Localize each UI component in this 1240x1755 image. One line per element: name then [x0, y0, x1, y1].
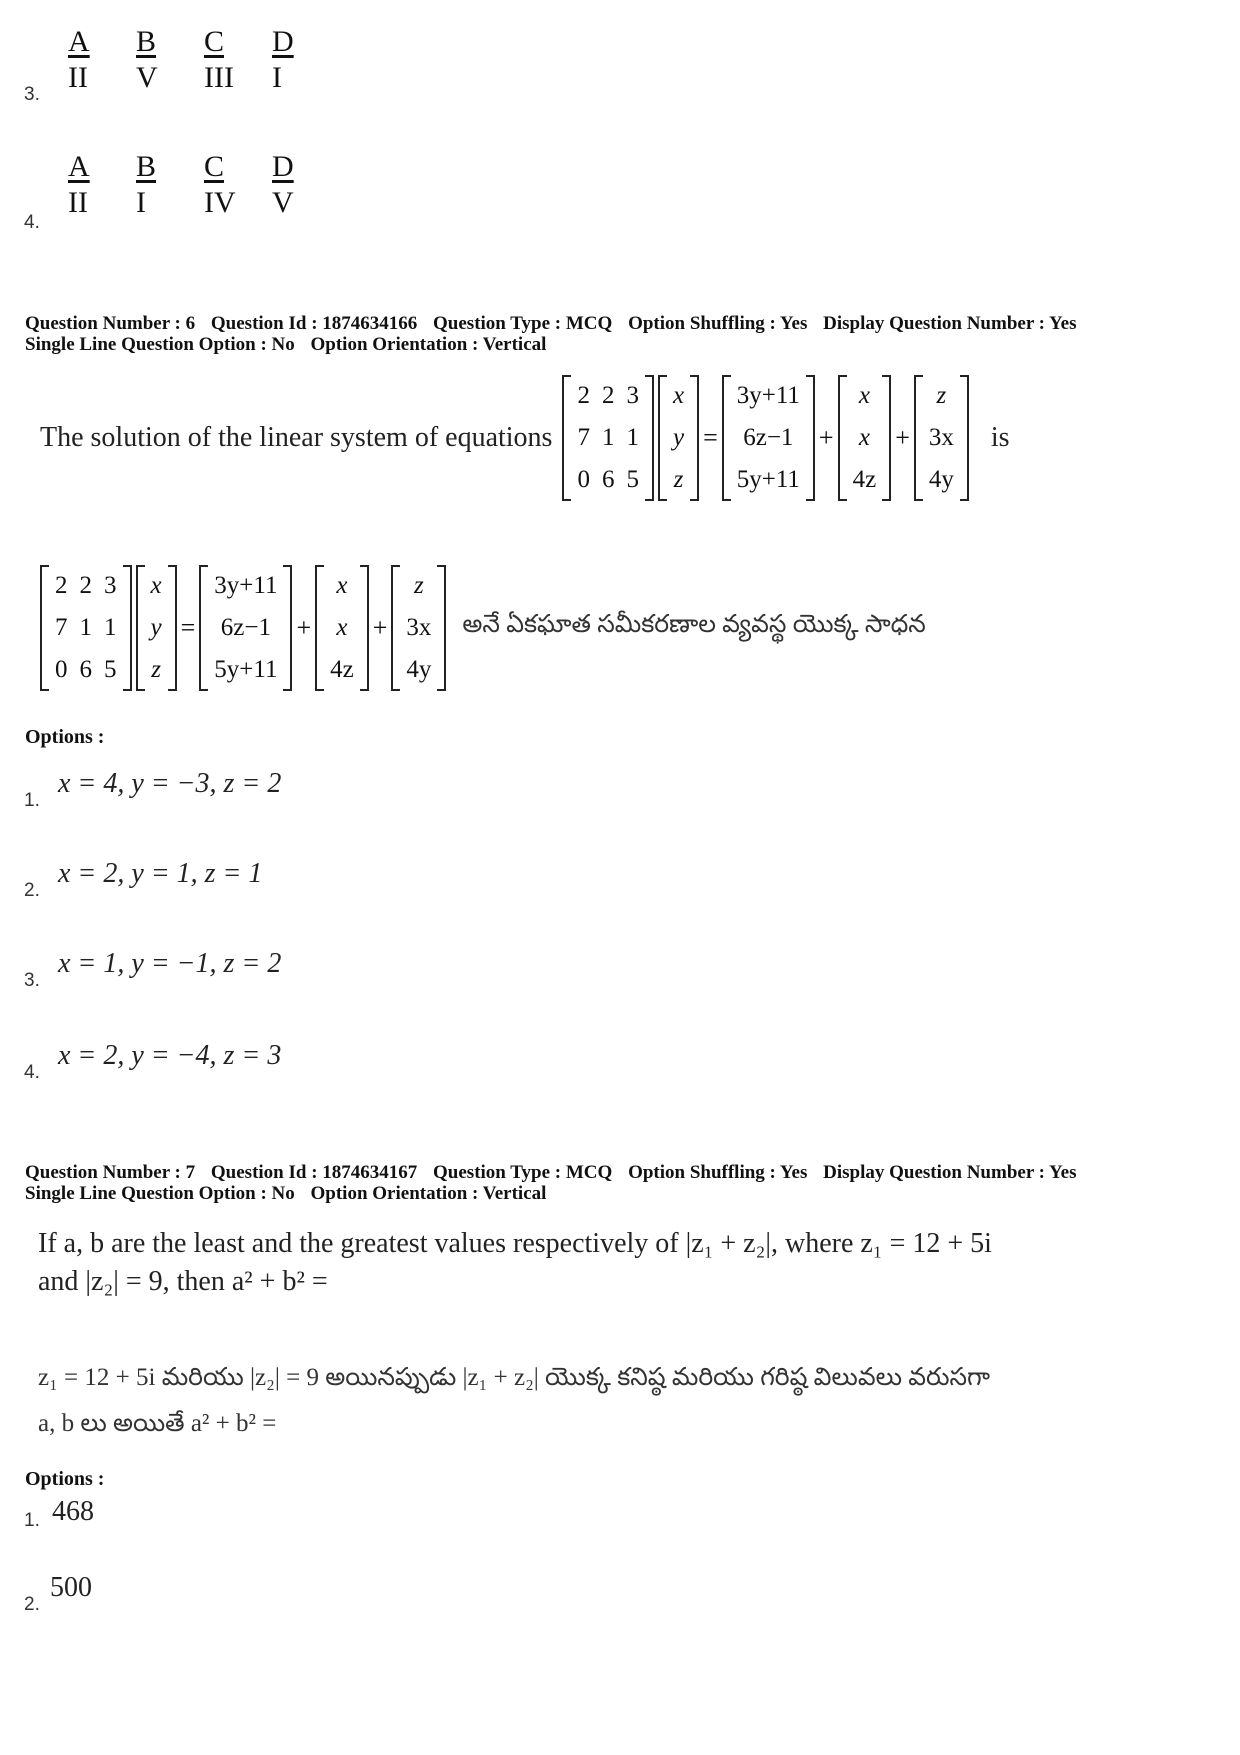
q6-vector-r3: [914, 375, 969, 501]
equals-sign: =: [180, 613, 196, 642]
matrix-entry: 6: [79, 656, 92, 683]
q6-option-3-number: 3.: [24, 970, 40, 991]
prev-option-4-number: 4.: [24, 212, 40, 233]
vector-entry: 3x: [928, 424, 954, 451]
plus-sign: +: [818, 423, 834, 452]
vector-entry: z: [414, 572, 424, 599]
q7-meta-shuffle: Option Shuffling : Yes: [628, 1162, 808, 1183]
q6-matrix-a: [562, 375, 654, 501]
match-val-a: II: [68, 61, 88, 94]
q6-option-4-number: 4.: [24, 1062, 40, 1083]
matrix-entry: 2: [601, 382, 615, 409]
matrix-entry: 2: [79, 572, 92, 599]
vector-entry: 4z: [330, 656, 354, 683]
q6-option-3[interactable]: x = 1, y = −1, z = 2: [58, 948, 282, 979]
q7-meta-type: Question Type : MCQ: [433, 1162, 613, 1183]
match-val-b: V: [136, 61, 158, 94]
match-val-c: III: [204, 61, 234, 94]
vector-entry: 6z−1: [220, 614, 271, 641]
q7-option-2[interactable]: 500: [50, 1572, 92, 1603]
prev-option-4-table: [68, 150, 340, 220]
vector-entry: y: [672, 424, 685, 451]
match-col-c: C: [204, 150, 225, 183]
matrix-entry: 2: [577, 382, 590, 409]
q6-meta-display: Display Question Number : Yes: [823, 313, 1077, 334]
q7-text-te-line2: a, b లు అయితే a² + b² =: [38, 1410, 277, 1437]
match-val-c: IV: [204, 186, 236, 219]
q6-text-suffix: is: [990, 422, 1010, 453]
vector-entry: 6z−1: [743, 424, 794, 451]
q6-meta-number: Question Number : 6: [25, 313, 196, 334]
vector-entry: x: [858, 424, 870, 451]
q6-meta-type: Question Type : MCQ: [433, 313, 613, 334]
match-col-c: C: [204, 25, 225, 58]
q6-question-telugu: [40, 565, 926, 691]
vector-entry: z: [673, 466, 684, 493]
plus-sign: +: [372, 613, 388, 642]
matrix-entry: 3: [104, 572, 117, 599]
q6-vector-xyz: [658, 375, 699, 501]
q6-vector-r1: [722, 375, 815, 501]
match-val-b: I: [136, 186, 146, 219]
vector-entry: y: [150, 614, 162, 641]
prev-option-3-number: 3.: [24, 84, 40, 105]
matrix-entry: 7: [577, 424, 590, 451]
plus-sign: +: [895, 423, 910, 452]
q7-meta-number: Question Number : 7: [25, 1162, 196, 1183]
q6-option-2-number: 2.: [24, 880, 40, 901]
q6-meta-id: Question Id : 1874634166: [210, 313, 418, 334]
vector-entry: 3x: [406, 614, 432, 641]
q6-text-telugu: అనే ఏకఘాత సమీకరణాల వ్యవస్థ యొక్క సాధన: [462, 611, 926, 638]
vector-entry: x: [336, 572, 348, 599]
q6-meta: [25, 313, 1087, 355]
q7-meta-orientation: Option Orientation : Vertical: [310, 1183, 547, 1204]
matrix-entry: 2: [55, 572, 68, 599]
match-val-d: I: [272, 61, 282, 94]
vector-entry: 3y+11: [736, 382, 800, 409]
q7-text-en-line2: and |z₂| = 9, then a² + b² =: [38, 1266, 328, 1297]
q6-options-label: Options :: [25, 726, 105, 748]
match-col-a: A: [68, 150, 90, 183]
q6-vector-r2-te: [315, 565, 369, 691]
vector-entry: x: [150, 572, 162, 599]
match-val-a: II: [68, 186, 88, 219]
q6-option-2[interactable]: x = 2, y = 1, z = 1: [58, 858, 263, 889]
matrix-entry: 6: [601, 466, 615, 493]
q6-meta-orientation: Option Orientation : Vertical: [310, 334, 547, 355]
q7-option-2-number: 2.: [24, 1594, 40, 1615]
matrix-entry: 0: [577, 466, 590, 493]
q7-meta-single-line: Single Line Question Option : No: [25, 1183, 295, 1204]
vector-entry: x: [672, 382, 685, 409]
q6-option-1[interactable]: x = 4, y = −3, z = 2: [58, 768, 282, 799]
matrix-entry: 5: [104, 656, 117, 683]
q7-option-1-number: 1.: [24, 1510, 40, 1531]
plus-sign: +: [296, 613, 312, 642]
q6-option-4[interactable]: x = 2, y = −4, z = 3: [58, 1040, 282, 1071]
vector-entry: x: [336, 614, 348, 641]
vector-entry: 3y+11: [214, 572, 278, 599]
vector-entry: x: [858, 382, 870, 409]
q6-text-prefix: The solution of the linear system of equations: [40, 422, 553, 453]
q6-vector-xyz-te: [136, 565, 177, 691]
matrix-entry: 1: [601, 424, 615, 451]
q7-meta-display: Display Question Number : Yes: [823, 1162, 1077, 1183]
vector-entry: 5y+11: [214, 656, 278, 683]
q6-vector-r2: [838, 375, 892, 501]
matrix-entry: 1: [626, 424, 639, 451]
match-col-a: A: [68, 25, 90, 58]
matrix-entry: 1: [104, 614, 117, 641]
q6-meta-single-line: Single Line Question Option : No: [25, 334, 295, 355]
q7-meta-id: Question Id : 1874634167: [210, 1162, 418, 1183]
match-col-b: B: [136, 25, 157, 58]
q6-vector-r3-te: [391, 565, 446, 691]
q6-vector-r1-te: [199, 565, 292, 691]
q6-matrix-a-te: [40, 565, 132, 691]
q6-question-english: [40, 375, 1010, 501]
q6-meta-shuffle: Option Shuffling : Yes: [628, 313, 808, 334]
matrix-entry: 5: [626, 466, 639, 493]
match-col-b: B: [136, 150, 157, 183]
vector-entry: 4y: [928, 466, 954, 493]
matrix-entry: 7: [55, 614, 68, 641]
match-val-d: V: [272, 186, 294, 219]
vector-entry: 4z: [852, 466, 877, 493]
matrix-entry: 3: [626, 382, 639, 409]
prev-option-3-table: [68, 25, 340, 95]
q7-text-en-line1: If a, b are the least and the greatest values respectively of |z₁ + z₂|, where z₁ = 12 + 5i: [38, 1228, 992, 1259]
matrix-entry: 1: [79, 614, 92, 641]
matrix-entry: 0: [55, 656, 68, 683]
vector-entry: z: [151, 656, 161, 683]
equals-sign: =: [703, 423, 718, 452]
q7-option-1[interactable]: 468: [52, 1496, 94, 1527]
vector-entry: 4y: [406, 656, 432, 683]
q7-meta: [25, 1162, 1087, 1204]
vector-entry: 5y+11: [736, 466, 800, 493]
q7-text-te-line1: z₁ = 12 + 5i మరియు |z₂| = 9 అయినప్పుడు |z₁ + z₂| యొక్క కనిష్ఠ మరియు గరిష్ఠ విలువలు వరుసగా: [38, 1364, 991, 1391]
match-col-d: D: [272, 150, 294, 183]
match-col-d: D: [272, 25, 294, 58]
vector-entry: z: [936, 382, 947, 409]
q7-options-label: Options :: [25, 1468, 105, 1490]
q6-option-1-number: 1.: [24, 790, 40, 811]
